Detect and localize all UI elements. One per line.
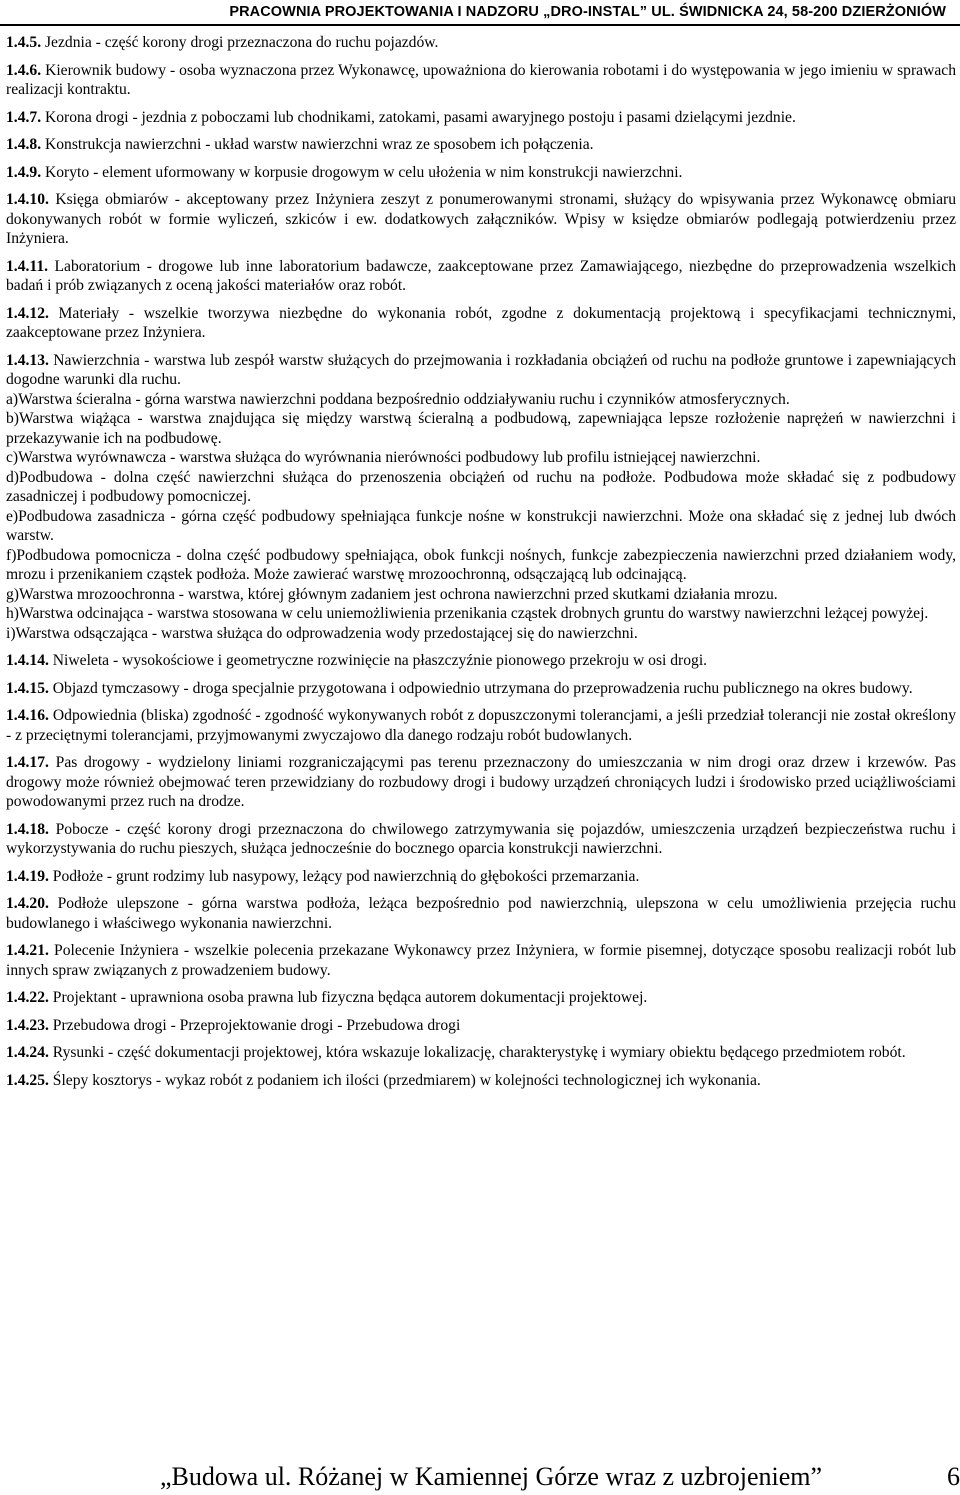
page-number: 6 <box>947 1462 960 1491</box>
sub-definition: c)Warstwa wyrównawcza - warstwa służąca do wyrównania nierówności podbudowy lub profilu istniejącej nawierzchni. <box>6 449 761 466</box>
page-header: PRACOWNIA PROJEKTOWANIA I NADZORU „DRO-INSTAL” UL. ŚWIDNICKA 24, 58-200 DZIERŻONIÓW <box>0 0 960 26</box>
definition-1-4-9: 1.4.9. Koryto - element uformowany w korpusie drogowym w celu ułożenia w nim konstrukcji nawierzchni. <box>6 163 683 181</box>
page-footer <box>160 1462 960 1492</box>
definition-1-4-12: 1.4.12. Materiały - wszelkie tworzywa niezbędne do wykonania robót, zgodne z dokumentacją projektową i specyfikacjami technicznymi, zaakceptowane przez Inżyniera. <box>6 304 956 341</box>
definition-1-4-10: 1.4.10. Księga obmiarów - akceptowany przez Inżyniera zeszyt z ponumerowanymi stronami, służący do wpisywania przez Wykonawcę obmiaru dokonywanych robót w formie wyliczeń, szkiców i ew. dodatkowych załączników. Wpisy w księdze obmiarów podlegają potwierdzeniu przez Inżyniera. <box>6 191 956 247</box>
definition-1-4-7: 1.4.7. Korona drogi - jezdnia z poboczami lub chodnikami, zatokami, pasami awaryjnego postoju i pasami dzielącymi jezdnie. <box>6 108 796 126</box>
definition-1-4-18: 1.4.18. Pobocze - część korony drogi przeznaczona do chwilowego zatrzymywania się pojazdów, umieszczenia urządzeń bezpieczeństwa ruchu i wykorzystywania do ruchu pieszych, służąca jednocześnie do bocznego oparcia konstrukcji nawierzchni. <box>6 820 956 857</box>
definition-1-4-22: 1.4.22. Projektant - uprawniona osoba prawna lub fizyczna będąca autorem dokumentacji projektowej. <box>6 989 648 1006</box>
definition-1-4-24: 1.4.24. Rysunki - część dokumentacji projektowej, która wskazuje lokalizację, charakterystykę i wymiary obiektu będącego przedmiotem robót. <box>6 1044 906 1061</box>
definition-1-4-20: 1.4.20. Podłoże ulepszone - górna warstwa podłoża, leżąca bezpośrednio pod nawierzchnią, ulepszona w celu umożliwienia przejęcia ruchu budowlanego i właściwego wykonania nawierzchni. <box>6 895 956 932</box>
definition-1-4-14: 1.4.14. Niweleta - wysokościowe i geometryczne rozwinięcie na płaszczyźnie pionowego przekroju w osi drogi. <box>6 652 708 669</box>
definition-1-4-19: 1.4.19. Podłoże - grunt rodzimy lub nasypowy, leżący pod nawierzchnią do głębokości przemarzania. <box>6 867 640 885</box>
sub-definition: a)Warstwa ścieralna - górna warstwa nawierzchni poddana bezpośrednio oddziaływaniu ruchu i czynników atmosferycznych. <box>6 390 790 408</box>
footer-title: „Budowa ul. Różanej w Kamiennej Górze wraz z uzbrojeniem” <box>160 1462 823 1491</box>
definition-1-4-11: 1.4.11. Laboratorium - drogowe lub inne laboratorium badawcze, zaakceptowane przez Zamawiającego, niezbędne do przeprowadzenia wszelkich badań i prób związanych z oceną jakości materiałów oraz robót. <box>6 257 956 294</box>
definition-1-4-8: 1.4.8. Konstrukcja nawierzchni - układ warstw nawierzchni wraz ze sposobem ich połączenia. <box>6 136 594 153</box>
sub-definition: i)Warstwa odsączająca - warstwa służąca do odprowadzenia wody przedostającej się do nawierzchni. <box>6 624 638 642</box>
sub-definition: e)Podbudowa zasadnicza - górna część podbudowy spełniająca funkcje nośne w konstrukcji nawierzchni. Może ona składać się z jednej lub dwóch warstw. <box>6 507 956 544</box>
definition-1-4-5: 1.4.5. Jezdnia - część korony drogi przeznaczona do ruchu pojazdów. <box>6 34 439 51</box>
definition-1-4-13 <box>6 351 956 644</box>
definition-1-4-17: 1.4.17. Pas drogowy - wydzielony liniami rozgraniczającymi pas terenu przeznaczony do umieszczania w nim drogi oraz drzew i krzewów. Pas drogowy może również obejmować teren przewidziany do rozbudowy drogi i budowy urządzeń chroniących ludzi i środowisko przed uciążliwościami powodowanymi przez ruch na drodze. <box>6 754 956 810</box>
document-body <box>6 33 956 1090</box>
definition-1-4-16: 1.4.16. Odpowiednia (bliska) zgodność - zgodność wykonywanych robót z dopuszczonymi tolerancjami, a jeśli przedział tolerancji nie został określony - z przeciętnymi tolerancjami, przyjmowanymi zwyczajowo dla danego rodzaju robót budowlanych. <box>6 707 956 744</box>
definition-1-4-25: 1.4.25. Ślepy kosztorys - wykaz robót z podaniem ich ilości (przedmiarem) w kolejności technologicznej ich wykonania. <box>6 1071 761 1089</box>
definition-1-4-21: 1.4.21. Polecenie Inżyniera - wszelkie polecenia przekazane Wykonawcy przez Inżyniera, w formie pisemnej, dotyczące sposobu realizacji robót lub innych spraw związanych z prowadzeniem budowy. <box>6 942 956 979</box>
sub-definition: d)Podbudowa - dolna część nawierzchni służąca do przenoszenia obciążeń od ruchu na podłoże. Podbudowa może składać się z podbudowy zasadniczej i podbudowy pomocniczej. <box>6 468 956 505</box>
definition-1-4-15: 1.4.15. Objazd tymczasowy - droga specjalnie przygotowana i odpowiednio utrzymana do przeprowadzenia ruchu publicznego na okres budowy. <box>6 679 913 697</box>
sub-definition: f)Podbudowa pomocnicza - dolna część podbudowy spełniająca, obok funkcji nośnych, funkcje zabezpieczenia nawierzchni przed działaniem wody, mrozu i przenikaniem cząstek podłoża. Może zawierać warstwę mrozoochronną, odsączającą lub odcinającą. <box>6 546 956 583</box>
definition-1-4-13-intro: 1.4.13. Nawierzchnia - warstwa lub zespół warstw służących do przejmowania i rozkładania obciążeń od ruchu na podłoże gruntowe i zapewniających dogodne warunki dla ruchu. <box>6 351 956 388</box>
definition-1-4-6: 1.4.6. Kierownik budowy - osoba wyznaczona przez Wykonawcę, upoważniona do kierowania robotami i do występowania w jego imieniu w sprawach realizacji kontraktu. <box>6 61 956 98</box>
sub-definition: g)Warstwa mrozoochronna - warstwa, której głównym zadaniem jest ochrona nawierzchni przed skutkami działania mrozu. <box>6 585 778 603</box>
sub-definition: b)Warstwa wiążąca - warstwa znajdująca się między warstwą ścieralną a podbudową, zapewniająca lepsze rozłożenie naprężeń w nawierzchni i przekazywanie ich na podbudowę. <box>6 410 956 447</box>
definition-1-4-23: 1.4.23. Przebudowa drogi - Przeprojektowanie drogi - Przebudowa drogi <box>6 1016 461 1034</box>
sub-definition: h)Warstwa odcinająca - warstwa stosowana w celu uniemożliwienia przenikania cząstek drobnych gruntu do warstwy nawierzchni leżącej powyżej. <box>6 605 929 622</box>
